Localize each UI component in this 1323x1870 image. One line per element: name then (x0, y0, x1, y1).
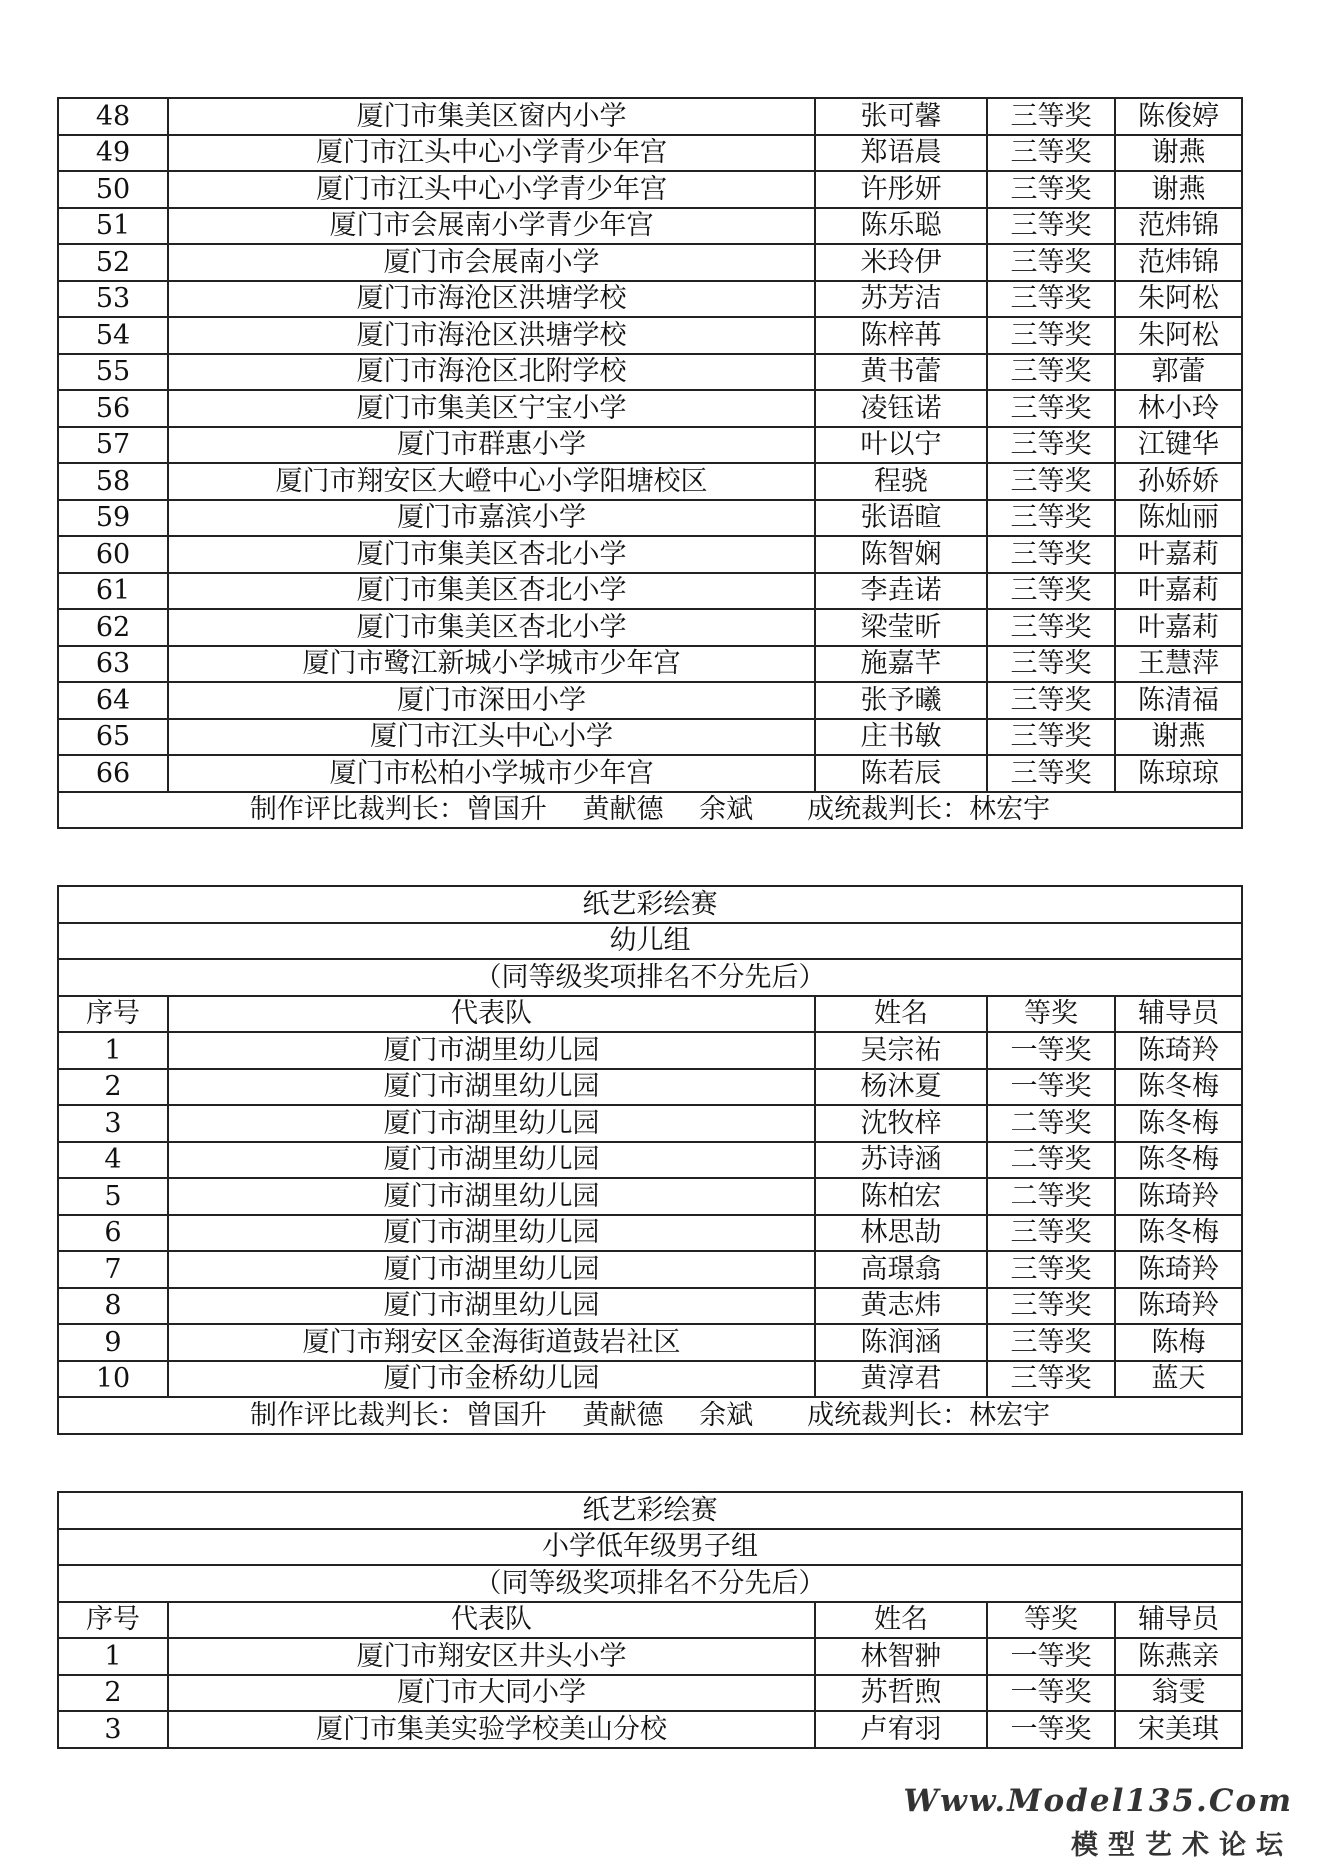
results-table-continued (57, 97, 1243, 829)
table-row (58, 719, 1242, 756)
cell-coach: 范炜锦 (1115, 208, 1242, 245)
table-row (58, 1324, 1242, 1361)
header-no: 序号 (58, 1602, 168, 1639)
header-name: 姓名 (815, 996, 987, 1033)
cell-team: 厦门市鹭江新城小学城市少年宫 (168, 646, 815, 683)
table-row (58, 427, 1242, 464)
table-row (58, 755, 1242, 792)
cell-no: 48 (58, 98, 168, 135)
cell-name: 陈智娴 (815, 536, 987, 573)
cell-team: 厦门市湖里幼儿园 (168, 1178, 815, 1215)
cell-award: 三等奖 (987, 208, 1115, 245)
judges-footer: 制作评比裁判长：曾国升 黄献德 余斌 成统裁判长：林宏宇 (58, 792, 1242, 829)
cell-coach: 谢燕 (1115, 135, 1242, 172)
cell-team: 厦门市会展南小学青少年宫 (168, 208, 815, 245)
cell-name: 李垚诺 (815, 573, 987, 610)
cell-coach: 陈琦羚 (1115, 1288, 1242, 1325)
cell-award: 三等奖 (987, 646, 1115, 683)
cell-team: 厦门市大同小学 (168, 1675, 815, 1712)
cell-name: 林思劼 (815, 1215, 987, 1252)
cell-team: 厦门市海沧区洪塘学校 (168, 281, 815, 318)
table-row (58, 1178, 1242, 1215)
cell-award: 三等奖 (987, 536, 1115, 573)
cell-no: 58 (58, 463, 168, 500)
cell-no: 1 (58, 1032, 168, 1069)
cell-name: 黄志炜 (815, 1288, 987, 1325)
ranking-note: （同等级奖项排名不分先后） (58, 1565, 1242, 1602)
results-table-body (58, 1032, 1242, 1397)
cell-no: 54 (58, 317, 168, 354)
table-row (58, 390, 1242, 427)
cell-coach: 叶嘉莉 (1115, 573, 1242, 610)
cell-coach: 陈清福 (1115, 682, 1242, 719)
cell-coach: 宋美琪 (1115, 1711, 1242, 1748)
header-row (58, 1602, 1242, 1639)
cell-team: 厦门市群惠小学 (168, 427, 815, 464)
table-row (58, 573, 1242, 610)
header-award: 等奖 (987, 996, 1115, 1033)
cell-coach: 叶嘉莉 (1115, 536, 1242, 573)
cell-team: 厦门市湖里幼儿园 (168, 1251, 815, 1288)
header-team: 代表队 (168, 996, 815, 1033)
cell-team: 厦门市江头中心小学青少年宫 (168, 135, 815, 172)
table-row (58, 1288, 1242, 1325)
results-table-body (58, 1638, 1242, 1748)
cell-team: 厦门市江头中心小学 (168, 719, 815, 756)
cell-name: 陈柏宏 (815, 1178, 987, 1215)
header-coach: 辅导员 (1115, 1602, 1242, 1639)
header-team: 代表队 (168, 1602, 815, 1639)
header-name: 姓名 (815, 1602, 987, 1639)
cell-coach: 陈冬梅 (1115, 1215, 1242, 1252)
cell-no: 63 (58, 646, 168, 683)
cell-name: 叶以宁 (815, 427, 987, 464)
group-title: 幼儿组 (58, 923, 1242, 960)
cell-team: 厦门市集美区杏北小学 (168, 609, 815, 646)
competition-title: 纸艺彩绘赛 (58, 1492, 1242, 1529)
cell-coach: 叶嘉莉 (1115, 609, 1242, 646)
cell-name: 卢宥羽 (815, 1711, 987, 1748)
table-row (58, 1032, 1242, 1069)
cell-name: 张可馨 (815, 98, 987, 135)
cell-no: 9 (58, 1324, 168, 1361)
cell-coach: 陈梅 (1115, 1324, 1242, 1361)
cell-no: 8 (58, 1288, 168, 1325)
cell-team: 厦门市湖里幼儿园 (168, 1215, 815, 1252)
header-no: 序号 (58, 996, 168, 1033)
cell-coach: 郭蕾 (1115, 354, 1242, 391)
cell-team: 厦门市湖里幼儿园 (168, 1032, 815, 1069)
site-watermark (903, 1783, 1293, 1862)
cell-coach: 朱阿松 (1115, 317, 1242, 354)
cell-no: 2 (58, 1069, 168, 1106)
cell-coach: 陈燕亲 (1115, 1638, 1242, 1675)
cell-award: 三等奖 (987, 463, 1115, 500)
cell-no: 55 (58, 354, 168, 391)
cell-award: 三等奖 (987, 317, 1115, 354)
cell-award: 二等奖 (987, 1105, 1115, 1142)
cell-award: 三等奖 (987, 281, 1115, 318)
cell-coach: 陈冬梅 (1115, 1105, 1242, 1142)
table-row (58, 1215, 1242, 1252)
cell-team: 厦门市湖里幼儿园 (168, 1105, 815, 1142)
cell-award: 一等奖 (987, 1638, 1115, 1675)
judges-footer: 制作评比裁判长：曾国升 黄献德 余斌 成统裁判长：林宏宇 (58, 1397, 1242, 1434)
table-row (58, 536, 1242, 573)
cell-coach: 陈俊婷 (1115, 98, 1242, 135)
cell-coach: 范炜锦 (1115, 244, 1242, 281)
cell-coach: 陈琦羚 (1115, 1032, 1242, 1069)
cell-coach: 陈琼琼 (1115, 755, 1242, 792)
cell-coach: 陈琦羚 (1115, 1178, 1242, 1215)
table-row (58, 646, 1242, 683)
cell-coach: 孙娇娇 (1115, 463, 1242, 500)
cell-team: 厦门市湖里幼儿园 (168, 1069, 815, 1106)
table-row (58, 317, 1242, 354)
cell-team: 厦门市集美区杏北小学 (168, 536, 815, 573)
cell-name: 张语暄 (815, 500, 987, 537)
cell-award: 三等奖 (987, 1288, 1115, 1325)
cell-coach: 谢燕 (1115, 719, 1242, 756)
table-row (58, 1361, 1242, 1398)
cell-award: 三等奖 (987, 244, 1115, 281)
cell-no: 2 (58, 1675, 168, 1712)
cell-name: 陈润涵 (815, 1324, 987, 1361)
cell-name: 黄书蕾 (815, 354, 987, 391)
cell-name: 杨沐夏 (815, 1069, 987, 1106)
cell-coach: 江键华 (1115, 427, 1242, 464)
cell-team: 厦门市会展南小学 (168, 244, 815, 281)
cell-name: 施嘉芊 (815, 646, 987, 683)
results-table-kindergarten (57, 885, 1243, 1435)
table-row (58, 1638, 1242, 1675)
table-row (58, 1251, 1242, 1288)
cell-name: 林智翀 (815, 1638, 987, 1675)
cell-no: 57 (58, 427, 168, 464)
table-row (58, 171, 1242, 208)
cell-team: 厦门市集美区杏北小学 (168, 573, 815, 610)
cell-award: 三等奖 (987, 171, 1115, 208)
cell-coach: 陈琦羚 (1115, 1251, 1242, 1288)
cell-no: 6 (58, 1215, 168, 1252)
cell-award: 三等奖 (987, 135, 1115, 172)
cell-team: 厦门市集美实验学校美山分校 (168, 1711, 815, 1748)
cell-name: 苏哲煦 (815, 1675, 987, 1712)
cell-coach: 谢燕 (1115, 171, 1242, 208)
cell-coach: 翁雯 (1115, 1675, 1242, 1712)
cell-name: 吴宗祐 (815, 1032, 987, 1069)
watermark-text: 模型艺术论坛 (1071, 1830, 1293, 1861)
cell-no: 61 (58, 573, 168, 610)
table-row (58, 281, 1242, 318)
cell-award: 三等奖 (987, 682, 1115, 719)
cell-no: 49 (58, 135, 168, 172)
cell-award: 三等奖 (987, 573, 1115, 610)
cell-team: 厦门市集美区宁宝小学 (168, 390, 815, 427)
cell-coach: 陈冬梅 (1115, 1142, 1242, 1179)
cell-name: 凌钰诺 (815, 390, 987, 427)
cell-no: 10 (58, 1361, 168, 1398)
cell-no: 66 (58, 755, 168, 792)
cell-no: 59 (58, 500, 168, 537)
cell-name: 张予曦 (815, 682, 987, 719)
cell-coach: 蓝天 (1115, 1361, 1242, 1398)
cell-name: 苏芳洁 (815, 281, 987, 318)
cell-team: 厦门市翔安区金海街道鼓岩社区 (168, 1324, 815, 1361)
group-title: 小学低年级男子组 (58, 1529, 1242, 1566)
cell-name: 米玲伊 (815, 244, 987, 281)
table-row (58, 609, 1242, 646)
cell-team: 厦门市湖里幼儿园 (168, 1288, 815, 1325)
cell-name: 庄书敏 (815, 719, 987, 756)
cell-name: 郑语晨 (815, 135, 987, 172)
cell-award: 三等奖 (987, 500, 1115, 537)
cell-no: 5 (58, 1178, 168, 1215)
cell-team: 厦门市翔安区井头小学 (168, 1638, 815, 1675)
cell-no: 56 (58, 390, 168, 427)
cell-coach: 陈灿丽 (1115, 500, 1242, 537)
table-row (58, 500, 1242, 537)
cell-team: 厦门市集美区窗内小学 (168, 98, 815, 135)
header-award: 等奖 (987, 1602, 1115, 1639)
judges-footer-row (58, 1397, 1242, 1434)
cell-team: 厦门市海沧区洪塘学校 (168, 317, 815, 354)
cell-no: 64 (58, 682, 168, 719)
cell-award: 三等奖 (987, 98, 1115, 135)
table-row (58, 682, 1242, 719)
cell-name: 程骁 (815, 463, 987, 500)
cell-award: 一等奖 (987, 1069, 1115, 1106)
cell-award: 一等奖 (987, 1675, 1115, 1712)
cell-award: 二等奖 (987, 1142, 1115, 1179)
cell-coach: 朱阿松 (1115, 281, 1242, 318)
cell-name: 陈乐聪 (815, 208, 987, 245)
table-row (58, 1105, 1242, 1142)
cell-no: 1 (58, 1638, 168, 1675)
cell-team: 厦门市江头中心小学青少年宫 (168, 171, 815, 208)
cell-no: 4 (58, 1142, 168, 1179)
cell-name: 许彤妍 (815, 171, 987, 208)
cell-award: 三等奖 (987, 719, 1115, 756)
cell-name: 陈梓苒 (815, 317, 987, 354)
header-coach: 辅导员 (1115, 996, 1242, 1033)
cell-name: 苏诗涵 (815, 1142, 987, 1179)
table-row (58, 244, 1242, 281)
cell-no: 62 (58, 609, 168, 646)
cell-award: 三等奖 (987, 755, 1115, 792)
table-row (58, 1675, 1242, 1712)
cell-no: 51 (58, 208, 168, 245)
cell-team: 厦门市金桥幼儿园 (168, 1361, 815, 1398)
competition-title: 纸艺彩绘赛 (58, 886, 1242, 923)
results-table-primary-boys (57, 1491, 1243, 1749)
table-row (58, 208, 1242, 245)
cell-name: 沈牧梓 (815, 1105, 987, 1142)
cell-coach: 林小玲 (1115, 390, 1242, 427)
cell-no: 52 (58, 244, 168, 281)
cell-coach: 王慧萍 (1115, 646, 1242, 683)
results-table-body (58, 98, 1242, 792)
cell-team: 厦门市湖里幼儿园 (168, 1142, 815, 1179)
table-row (58, 354, 1242, 391)
judges-footer-row (58, 792, 1242, 829)
table-row (58, 1142, 1242, 1179)
cell-award: 三等奖 (987, 1215, 1115, 1252)
watermark-url: Www.Model135.Com (903, 1783, 1293, 1819)
cell-no: 53 (58, 281, 168, 318)
cell-name: 黄淳君 (815, 1361, 987, 1398)
table-row (58, 1711, 1242, 1748)
cell-name: 陈若辰 (815, 755, 987, 792)
cell-team: 厦门市翔安区大嶝中心小学阳塘校区 (168, 463, 815, 500)
cell-no: 60 (58, 536, 168, 573)
cell-award: 二等奖 (987, 1178, 1115, 1215)
cell-no: 7 (58, 1251, 168, 1288)
cell-team: 厦门市海沧区北附学校 (168, 354, 815, 391)
cell-award: 三等奖 (987, 427, 1115, 464)
table-row (58, 1069, 1242, 1106)
cell-team: 厦门市松柏小学城市少年宫 (168, 755, 815, 792)
cell-name: 梁莹昕 (815, 609, 987, 646)
table-row (58, 463, 1242, 500)
cell-name: 高璟翕 (815, 1251, 987, 1288)
cell-award: 三等奖 (987, 390, 1115, 427)
cell-award: 三等奖 (987, 1324, 1115, 1361)
table-row (58, 98, 1242, 135)
cell-award: 三等奖 (987, 354, 1115, 391)
cell-no: 3 (58, 1105, 168, 1142)
cell-award: 一等奖 (987, 1711, 1115, 1748)
cell-no: 50 (58, 171, 168, 208)
cell-award: 三等奖 (987, 609, 1115, 646)
cell-award: 一等奖 (987, 1032, 1115, 1069)
cell-award: 三等奖 (987, 1361, 1115, 1398)
cell-no: 3 (58, 1711, 168, 1748)
cell-team: 厦门市深田小学 (168, 682, 815, 719)
header-row (58, 996, 1242, 1033)
cell-award: 三等奖 (987, 1251, 1115, 1288)
table-row (58, 135, 1242, 172)
ranking-note: （同等级奖项排名不分先后） (58, 959, 1242, 996)
cell-coach: 陈冬梅 (1115, 1069, 1242, 1106)
cell-no: 65 (58, 719, 168, 756)
cell-team: 厦门市嘉滨小学 (168, 500, 815, 537)
